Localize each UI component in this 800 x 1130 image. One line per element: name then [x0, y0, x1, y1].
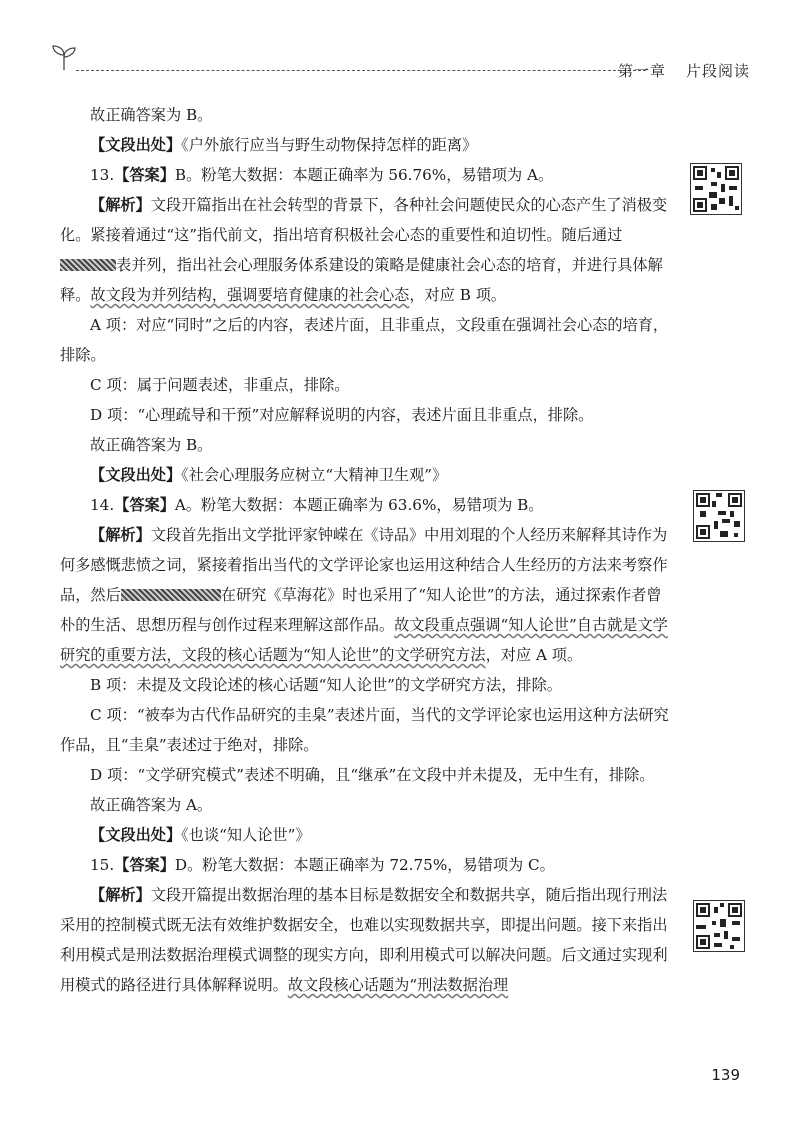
q14-correct: 故正确答案为 A。	[90, 796, 213, 814]
chapter-label: 第一章	[617, 62, 666, 80]
q15-answer-text: D。粉笔大数据：本题正确率为 72.75%，易错项为 C。	[174, 856, 555, 874]
q14-option-d: D 项：“文学研究模式”表述不明确，且“继承”在文段中并未提及，无中生有，排除。	[90, 766, 655, 784]
q13-analysis	[60, 190, 670, 310]
q13-option-c: C 项：属于问题表述，非重点，排除。	[90, 376, 350, 394]
q14-analysis-tag: 【解析】	[90, 526, 151, 544]
q13-source-tag: 【文段出处】	[90, 466, 182, 484]
q15-answer-tag: 【答案】	[114, 856, 175, 874]
q13-analysis-tag: 【解析】	[90, 196, 151, 214]
q13-answer-text: B。粉笔大数据：本题正确率为 56.76%，易错项为 A。	[174, 166, 554, 184]
q15-analysis	[60, 880, 670, 1000]
qr-code-icon[interactable]	[690, 163, 742, 215]
q15-key-sentence: 故文段核心话题为“刑法数据治理	[287, 976, 509, 994]
chapter-heading	[618, 60, 750, 81]
answer-line: 故正确答案为 B。	[90, 106, 213, 124]
q14-option-b: B 项：未提及文段论述的核心话题“知人论世”的文学研究方法，排除。	[90, 676, 562, 694]
redacted-text	[60, 259, 116, 271]
q15-analysis-tag: 【解析】	[90, 886, 151, 904]
q14-analysis-text-2: 在研究《草海花》时也采用了“知人论世”的方法，通过探索作者曾朴的生活、思想历程与创作过程来理解这部作品。	[60, 586, 662, 634]
q13-correct: 故正确答案为 B。	[90, 436, 213, 454]
page-header	[50, 40, 750, 90]
q15-analysis-text: 文段开篇提出数据治理的基本目标是数据安全和数据共享，随后指出现行刑法采用的控制模式既无法有效维护数据安全，也难以实现数据共享，即提出问题。接下来指出利用模式是刑法数据治理模式调整的现实方向，即利用模式可以解决问题。后文通过实现利用模式的路径进行具体解释说明。	[60, 886, 668, 994]
q14-source-text: 《也谈“知人论世”》	[181, 826, 311, 844]
q13-answer-tag: 【答案】	[114, 166, 175, 184]
q13-answer	[60, 160, 670, 190]
redacted-text	[121, 589, 221, 601]
q13-key-sentence: 故文段为并列结构，强调要培育健康的社会心态	[90, 286, 410, 304]
source-tag: 【文段出处】	[90, 136, 182, 154]
q13-analysis-text-1: 文段开篇指出在社会转型的背景下，各种社会问题使民众的心态产生了消极变化。紧接着通过“这”指代前文，指出培育积极社会心态的重要性和迫切性。随后通过	[60, 196, 668, 244]
qr-code-icon[interactable]	[693, 900, 745, 952]
q13-source	[60, 460, 670, 490]
qr-code-icon[interactable]	[693, 490, 745, 542]
q15-number: 15.	[90, 856, 115, 874]
q13-analysis-end: ，对应 B 项。	[409, 286, 507, 304]
sprout-icon	[50, 42, 80, 72]
source-text: 《户外旅行应当与野生动物保持怎样的距离》	[181, 136, 478, 154]
q14-number: 14.	[90, 496, 115, 514]
q14-answer-text: A。粉笔大数据：本题正确率为 63.6%，易错项为 B。	[174, 496, 544, 514]
q14-source	[60, 820, 670, 850]
header-divider	[76, 70, 646, 71]
q13-option-a: A 项：对应“同时”之后的内容，表述片面，且非重点，文段重在强调社会心态的培育，排除。	[60, 316, 669, 364]
q13-option-d: D 项：“心理疏导和干预”对应解释说明的内容，表述片面且非重点，排除。	[90, 406, 594, 424]
q13-number: 13.	[90, 166, 115, 184]
q14-analysis-text-1: 文段首先指出文学批评家钟嵘在《诗品》中用刘琨的个人经历来解释其诗作为何多感慨悲愤之词，紧接着指出当代的文学评论家也运用这种结合人生经历的方法来考察作品，然后	[60, 526, 668, 604]
section-label: 片段阅读	[685, 62, 750, 80]
q14-key-sentence: 故文段重点强调“知人论世”自古就是文学研究的重要方法，文段的核心话题为“知人论世”的文学研究方法	[60, 616, 668, 664]
q14-analysis	[60, 520, 670, 670]
page-number: 139	[711, 1066, 740, 1084]
q13-analysis-text-2: 表并列，指出社会心理服务体系建设的策略是健康社会心态的培育，并进行具体解释。	[60, 256, 663, 304]
q14-answer-tag: 【答案】	[114, 496, 175, 514]
q13-source-text: 《社会心理服务应树立“大精神卫生观”》	[181, 466, 448, 484]
q14-answer	[60, 490, 670, 520]
q15-answer	[60, 850, 670, 880]
q14-source-tag: 【文段出处】	[90, 826, 182, 844]
q14-analysis-end: ，对应 A 项。	[485, 646, 583, 664]
q14-option-c: C 项：“被奉为古代作品研究的圭臬”表述片面，当代的文学评论家也运用这种方法研究作品，且“圭臬”表述过于绝对，排除。	[60, 706, 669, 754]
page-body	[60, 100, 670, 1000]
source-line	[60, 130, 670, 160]
